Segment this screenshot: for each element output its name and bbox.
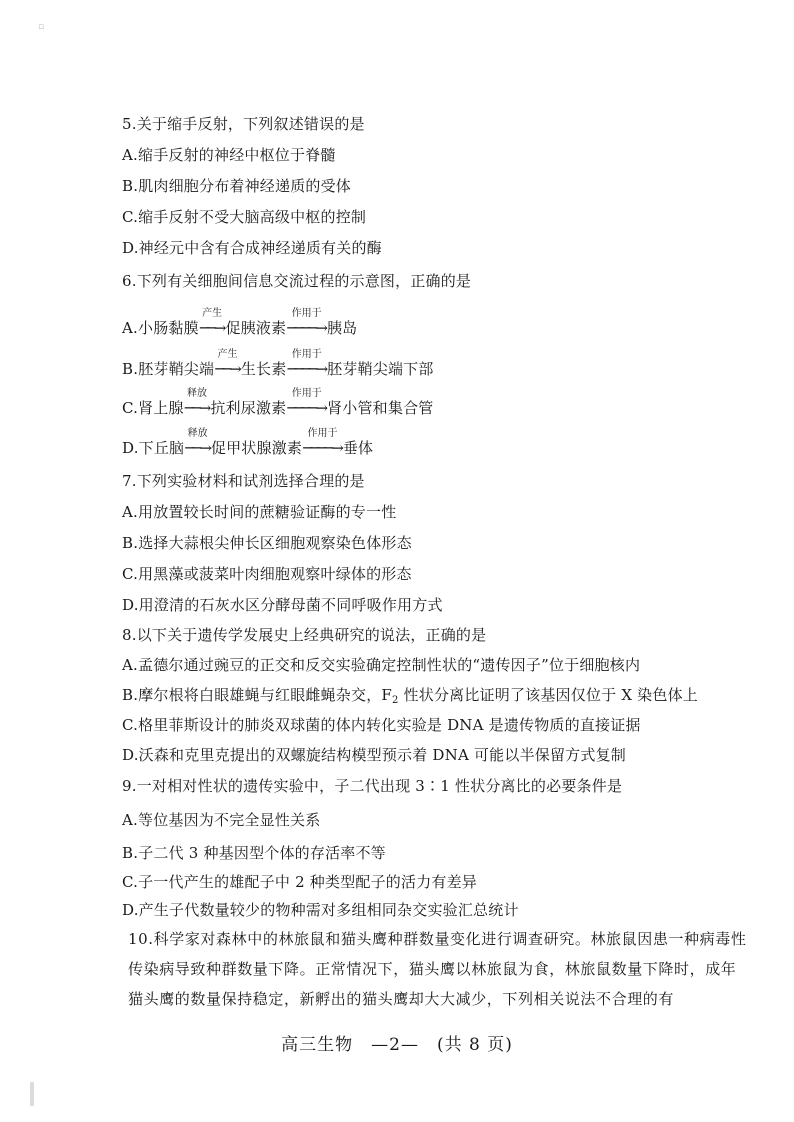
arrow: 释放 ──→	[184, 388, 210, 417]
q5-option-b: B.肌肉细胞分布着神经递质的受体	[122, 177, 351, 195]
q6-option-a	[122, 308, 358, 338]
arrow-label: 作用于	[291, 308, 322, 319]
q6-stem: 6.下列有关细胞间信息交流过程的示意图，正确的是	[122, 272, 472, 290]
arrow-label: 产生	[202, 308, 223, 319]
q6-option-b	[122, 349, 434, 379]
arrow-label: 产生	[217, 349, 238, 360]
q9-stem: 9.一对相对性状的遗传实验中，子二代出现 3∶1 性状分离比的必要条件是	[122, 777, 623, 795]
q10-paragraph: 10.科学家对森林中的林旅鼠和猫头鹰种群数量变化进行调查研究。林旅鼠因患一种病毒性传染病导致种群数量下降。正常情况下，猫头鹰以林旅鼠为食，林旅鼠数量下降时，成年猫头鹰的数量保持稳定，新孵出的猫头鹰却大大减少，下列相关说法不合理的有	[128, 930, 747, 1008]
q7-option-a: A.用放置较长时间的蔗糖验证酶的专一性	[122, 503, 397, 521]
q9-option-a: A.等位基因为不完全显性关系	[122, 811, 321, 829]
q6-option-c	[122, 388, 434, 418]
arrow: 释放 ──→	[185, 428, 210, 457]
q6-c-prefix: C.肾上腺	[122, 399, 184, 417]
q9-option-c: C.子一代产生的雄配子中 2 种类型配子的活力有差异	[122, 873, 477, 891]
page-footer: 高三生物 —2— (共 8 页)	[281, 1035, 513, 1055]
q8-b-text: B.摩尔根将白眼雄蝇与红眼雌蝇杂交，F	[122, 686, 393, 704]
q5-option-d: D.神经元中含有合成神经递质有关的酶	[122, 239, 382, 257]
arrow-label: 作用于	[291, 349, 322, 360]
arrow: 作用于 ────→	[287, 388, 327, 417]
q6-a-mid: 促胰液素	[225, 319, 287, 337]
scan-mark: ▫	[38, 22, 45, 32]
q8-option-d: D.沃森和克里克提出的双螺旋结构模型预示着 DNA 可能以半保留方式复制	[122, 746, 626, 764]
arrow-label: 释放	[187, 388, 208, 399]
q9-option-b: B.子二代 3 种基因型个体的存活率不等	[122, 844, 386, 862]
q9-option-d: D.产生子代数量较少的物种需对多组相同杂交实验汇总统计	[122, 901, 519, 919]
q6-a-prefix: A.小肠黏膜	[122, 319, 199, 337]
arrow-label: 作用于	[307, 428, 338, 439]
q5-stem: 5.关于缩手反射，下列叙述错误的是	[122, 115, 365, 133]
q8-b-subscript: 2	[392, 695, 399, 706]
arrow: 作用于 ────→	[287, 308, 326, 337]
scan-edge-mark	[30, 1082, 34, 1106]
q8-option-b	[122, 685, 698, 711]
q6-d-end: 垂体	[342, 439, 374, 457]
q7-option-c: C.用黑藻或菠菜叶肉细胞观察叶绿体的形态	[122, 565, 412, 583]
q5-option-a: A.缩手反射的神经中枢位于脊髓	[122, 146, 336, 164]
arrow: 产生 ──→	[199, 308, 225, 337]
q8-b-text-rest: 性状分离比证明了该基因仅位于 X 染色体上	[398, 686, 698, 704]
q8-option-c: C.格里菲斯设计的肺炎双球菌的体内转化实验是 DNA 是遗传物质的直接证据	[122, 716, 641, 734]
q8-stem: 8.以下关于遗传学发展史上经典研究的说法，正确的是	[122, 626, 487, 644]
q6-d-mid: 促甲状腺激素	[210, 439, 303, 457]
q7-option-b: B.选择大蒜根尖伸长区细胞观察染色体形态	[122, 534, 412, 552]
q5-option-c: C.缩手反射不受大脑高级中枢的控制	[122, 208, 367, 226]
q6-b-prefix: B.胚芽鞘尖端	[122, 360, 215, 378]
arrow-label: 作用于	[291, 388, 322, 399]
arrow-label: 释放	[187, 428, 208, 439]
q7-stem: 7.下列实验材料和试剂选择合理的是	[122, 472, 365, 490]
q6-b-end: 胚芽鞘尖端下部	[327, 360, 434, 378]
q6-option-d	[122, 428, 374, 458]
q6-c-end: 肾小管和集合管	[327, 399, 434, 417]
arrow: 作用于 ────→	[287, 349, 327, 378]
q6-c-mid: 抗利尿激素	[210, 399, 287, 417]
q6-d-prefix: D.下丘脑	[122, 439, 185, 457]
arrow: 产生 ──→	[215, 349, 240, 378]
q8-option-a: A.孟德尔通过豌豆的正交和反交实验确定控制性状的“遗传因子”位于细胞核内	[122, 656, 641, 674]
q6-b-mid: 生长素	[240, 360, 287, 378]
q6-a-end: 胰岛	[326, 319, 358, 337]
arrow: 作用于 ────→	[303, 428, 342, 457]
q7-option-d: D.用澄清的石灰水区分酵母菌不同呼吸作用方式	[122, 596, 443, 614]
